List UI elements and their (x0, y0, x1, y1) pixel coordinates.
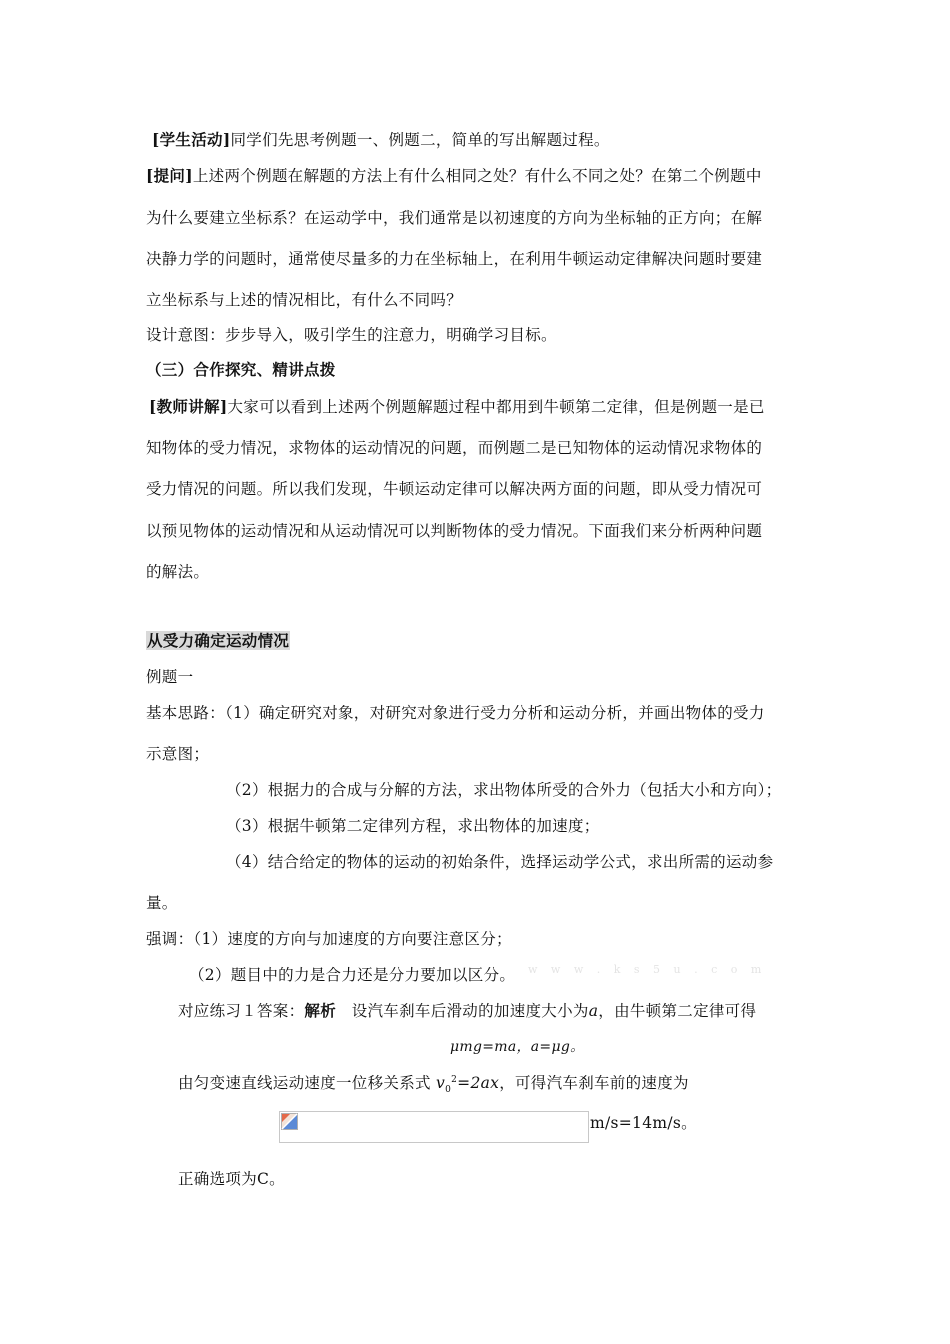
teacher-line-1: [教师讲解]大家可以看到上述两个例题解题过程中都用到牛顿第二定律，但是例题一是已 (149, 397, 765, 416)
design-intent: 设计意图：步步导入，吸引学生的注意力，明确学习目标。 (146, 326, 557, 344)
section-heading: （三）合作探究、精讲点拨 (146, 360, 336, 379)
emphasis-line-1: 强调：（1）速度的方向与加速度的方向要注意区分； (146, 930, 512, 948)
basic-step-4: （4）结合给定的物体的运动的初始条件，选择运动学公式，求出所需的运动参 (226, 853, 774, 871)
teacher-line-4: 以预见物体的运动情况和从运动情况可以判断物体的受力情况。下面我们来分析两种问题 (146, 522, 763, 540)
basic-step-3: （3）根据牛顿第二定律列方程，求出物体的加速度； (226, 817, 600, 835)
velocity-relation-line: 由匀变速直线运动速度一位移关系式 $v_0^2=2ax$，可得汽车刹车前的速度为 (178, 1074, 689, 1096)
velocity-result: m/s=14m/s。 (590, 1114, 697, 1132)
question-line-3: 决静力学的问题时，通常使尽量多的力在坐标轴上，在利用牛顿运动定律解决问题时要建 (146, 250, 763, 268)
question-tag: [提问] (146, 166, 193, 185)
correct-answer: 正确选项为C。 (178, 1170, 285, 1188)
practice-answer-line: 对应练习１答案：解析 设汽车刹车后滑动的加速度大小为a，由牛顿第二定律可得 (178, 1001, 757, 1020)
question-line-2: 为什么要建立坐标系？在运动学中，我们通常是以初速度的方向为坐标轴的正方向；在解 (146, 209, 763, 227)
broken-image-icon (281, 1113, 298, 1130)
emphasis-line-2: （2）题目中的力是合力还是分力要加以区分。 (189, 966, 516, 984)
basic-step-2: （2）根据力的合成与分解的方法，求出物体所受的合外力（包括大小和方向）； (226, 781, 782, 799)
analysis-tag: 解析 (304, 1001, 337, 1020)
broken-image-placeholder (279, 1111, 589, 1143)
basic-idea-line-2: 示意图； (146, 745, 210, 763)
teacher-tag: [教师讲解] (149, 397, 228, 416)
student-activity-tag: [学生活动] (152, 130, 231, 149)
question-line-4: 立坐标系与上述的情况相比，有什么不同吗？ (146, 291, 463, 309)
teacher-line-3: 受力情况的问题。所以我们发现，牛顿运动定律可以解决两方面的问题，即从受力情况可 (146, 480, 763, 498)
formula-line: μmg=ma，a=μg。 (450, 1039, 585, 1055)
student-activity-line: [学生活动]同学们先思考例题一、例题二，简单的写出解题过程。 (152, 130, 610, 149)
watermark: w w w . k s 5 u . c o m (528, 963, 767, 976)
teacher-line-5: 的解法。 (146, 563, 210, 581)
example-label: 例题一 (146, 668, 194, 686)
basic-idea-line-1: 基本思路：（1）确定研究对象，对研究对象进行受力分析和运动分析，并画出物体的受力 (146, 704, 765, 722)
topic-heading: 从受力确定运动情况 (147, 631, 290, 650)
question-line-1: [提问]上述两个例题在解题的方法上有什么相同之处？有什么不同之处？在第二个例题中 (146, 166, 762, 185)
basic-step-4-cont: 量。 (146, 894, 178, 912)
teacher-line-2: 知物体的受力情况，求物体的运动情况的问题，而例题二是已知物体的运动情况求物体的 (146, 439, 763, 457)
